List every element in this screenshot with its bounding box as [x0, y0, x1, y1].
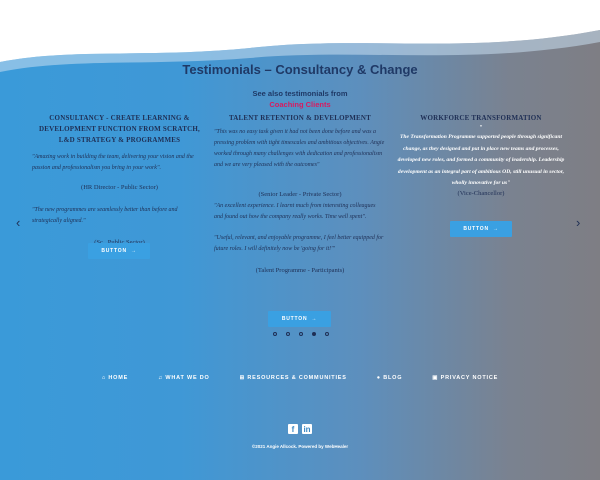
- document-icon: ▣: [432, 375, 441, 381]
- quote-source: (Talent Programme - Participants): [255, 267, 345, 274]
- column-title: CONSULTANCY - CREATE LEARNING & DEVELOPMENT FUNCTION FROM SCRATCH, L&D STRATEGY & PROGRAMMES: [39, 114, 200, 144]
- testimonial-column-workforce: [395, 113, 567, 197]
- button-label: BUTTON: [101, 248, 127, 254]
- blog-icon: ●: [376, 375, 384, 381]
- music-note-icon: ♫: [158, 375, 166, 381]
- quote: "The new programmes are seamlessly better than before and strategically aligned.": [32, 207, 178, 224]
- talent-button[interactable]: [268, 311, 331, 327]
- page-title: Testimonials – Consultancy & Change: [182, 62, 418, 77]
- see-also-text: See also testimonials from: [252, 89, 348, 98]
- prev-arrow-icon[interactable]: ‹: [16, 215, 21, 230]
- linkedin-icon[interactable]: in: [303, 424, 311, 434]
- testimonial-column-consultancy: [32, 113, 207, 246]
- consultancy-button[interactable]: [88, 243, 150, 259]
- nav-privacy[interactable]: [432, 375, 498, 381]
- nav-label: RESOURCES & COMMUNITIES: [247, 375, 347, 381]
- quote: The Transformation Programme supported people through significant change, as they designed and put in place new teams and processes, developed new roles, and formed a community of leadership. Leadership development as an integral part of ambitious OD, still unusual in sector, wholly innovative for us": [397, 134, 565, 186]
- quote-source: (HR Director - Public Sector): [81, 184, 158, 191]
- quote: "Useful, relevant, and enjoyable programme, I feel better equipped for future roles. I will definitely now be 'going for it!'": [214, 235, 384, 252]
- footer-nav: [0, 375, 600, 381]
- workforce-button[interactable]: [450, 221, 512, 237]
- arrow-right-icon: →: [492, 226, 499, 232]
- arrow-right-icon: →: [311, 316, 318, 322]
- social-links: [288, 424, 312, 434]
- carousel-dot[interactable]: [286, 332, 290, 336]
- testimonial-column-talent: [214, 113, 386, 274]
- copyright-text: ©2021 Angie Allcock. Powered by WebHealer: [251, 444, 349, 449]
- next-arrow-icon[interactable]: ›: [576, 215, 581, 230]
- facebook-icon[interactable]: f: [288, 424, 298, 434]
- home-icon: ⌂: [101, 375, 109, 381]
- button-label: BUTTON: [281, 316, 308, 322]
- nav-label: BLOG: [383, 375, 403, 381]
- nav-blog[interactable]: [377, 375, 403, 381]
- coaching-clients-link[interactable]: Coaching Clients: [269, 100, 331, 109]
- column-title: WORKFORCE TRANSFORMATION: [420, 114, 542, 122]
- nav-label: HOME: [108, 375, 129, 381]
- carousel-dot[interactable]: [299, 332, 303, 336]
- nav-what-we-do[interactable]: [158, 375, 210, 381]
- quote-source: (Vice-Chancellor): [457, 189, 505, 197]
- column-title: TALENT RETENTION & DEVELOPMENT: [228, 114, 372, 122]
- carousel-dot[interactable]: [273, 332, 277, 336]
- quote: "An excellent experience. I learnt much from interesting colleagues and found out how the company really works. Time well spent".: [214, 203, 376, 220]
- quote: "Amazing work in building the team, delivering your vision and the passion and professionalism you bring in your work".: [32, 154, 194, 171]
- quote-source: (Senior Leader - Private Sector): [258, 191, 342, 198]
- arrow-right-icon: →: [130, 248, 137, 254]
- carousel-dot[interactable]: [325, 332, 329, 336]
- grid-icon: ⊞: [239, 375, 248, 381]
- quote-mark: ": [479, 124, 483, 132]
- carousel-dots: [273, 332, 329, 336]
- nav-label: WHAT WE DO: [165, 375, 210, 381]
- nav-label: PRIVACY NOTICE: [440, 375, 499, 381]
- carousel-dot-active[interactable]: [312, 332, 316, 336]
- button-label: BUTTON: [463, 226, 489, 232]
- nav-resources[interactable]: [240, 375, 347, 381]
- nav-home[interactable]: [102, 375, 128, 381]
- quote: "This was no easy task given it had not been done before and was a pressing problem with tight timescales and ambitious objectives. Angie worked through many challenges with dedication and professionalism and we are very pleased with the outcomes": [214, 129, 385, 168]
